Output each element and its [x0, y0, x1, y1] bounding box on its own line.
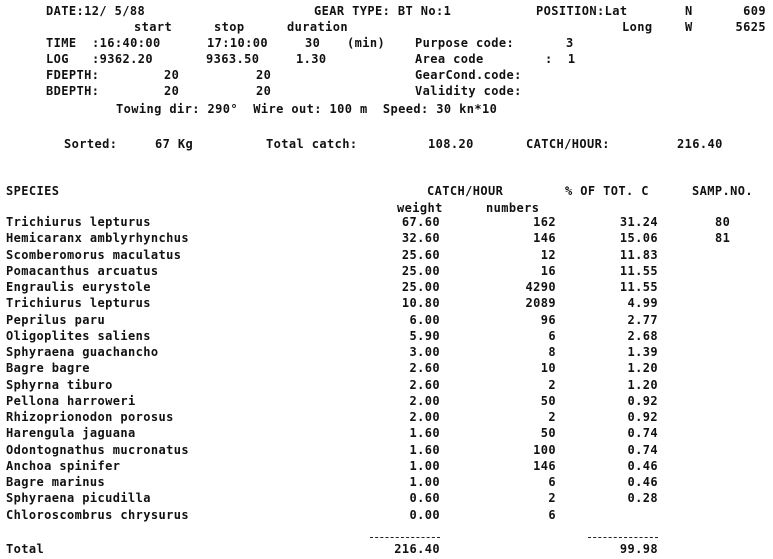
species-name: Sphyraena guachancho	[6, 345, 159, 359]
species-name: Sphyrna tiburo	[6, 378, 113, 392]
catch-weight: 2.60	[409, 378, 440, 392]
time-duration: 30	[305, 36, 321, 50]
catch-numbers: 96	[540, 313, 556, 327]
species-name: Peprilus paru	[6, 313, 106, 327]
position-label: POSITION:Lat	[536, 4, 628, 18]
catch-numbers: 146	[533, 231, 556, 245]
towing-info: Towing dir: 290° Wire out: 100 m Speed: 30 kn*10	[116, 102, 498, 116]
catch-numbers: 50	[540, 394, 556, 408]
pct-of-total: 11.55	[619, 264, 658, 278]
catch-hour-value: 216.40	[677, 137, 723, 151]
catch-weight: 25.00	[401, 264, 440, 278]
time-unit: (min)	[347, 36, 386, 50]
catch-weight: 6.00	[409, 313, 440, 327]
catch-weight: 2.60	[409, 361, 440, 375]
sample-number: 81	[715, 231, 731, 245]
catch-numbers: 2089	[525, 296, 556, 310]
pct-of-total: 11.55	[619, 280, 658, 294]
catch-weight: 0.00	[409, 508, 440, 522]
species-name: Odontognathus mucronatus	[6, 443, 189, 457]
bdepth-stop: 20	[256, 84, 272, 98]
catch-weight: 25.60	[401, 248, 440, 262]
pct-total-rule	[588, 537, 658, 538]
total-catch-label: Total catch:	[266, 137, 358, 151]
pct-of-total: 0.74	[627, 443, 658, 457]
catch-weight: 1.60	[409, 426, 440, 440]
fdepth-start: 20	[164, 68, 180, 82]
total-weight: 216.40	[394, 542, 440, 556]
catch-numbers: 4290	[525, 280, 556, 294]
catch-numbers: 6	[548, 475, 556, 489]
species-name: Pomacanthus arcuatus	[6, 264, 159, 278]
longitude-value: 5625	[735, 20, 766, 34]
species-name: Engraulis eurystole	[6, 280, 151, 294]
species-name: Pellona harroweri	[6, 394, 136, 408]
catch-weight: 5.90	[409, 329, 440, 343]
catch-numbers: 100	[533, 443, 556, 457]
species-name: Scomberomorus maculatus	[6, 248, 182, 262]
sample-number: 80	[715, 215, 731, 229]
catch-numbers: 2	[548, 410, 556, 424]
time-label: TIME	[46, 36, 77, 50]
latitude-value: 609	[743, 4, 766, 18]
pct-of-total: 4.99	[627, 296, 658, 310]
pct-of-total: 0.92	[627, 410, 658, 424]
species-name: Anchoa spinifer	[6, 459, 121, 473]
log-label: LOG	[46, 52, 69, 66]
area-code-value: : 1	[545, 52, 576, 66]
catch-numbers: 16	[540, 264, 556, 278]
longitude-direction: W	[685, 20, 693, 34]
sample-number-header: SAMP.NO.	[692, 184, 753, 198]
area-code-label: Area code	[415, 52, 484, 66]
catch-numbers: 10	[540, 361, 556, 375]
log-start: :9362.20	[92, 52, 153, 66]
catch-numbers: 8	[548, 345, 556, 359]
catch-numbers: 6	[548, 508, 556, 522]
catch-numbers: 146	[533, 459, 556, 473]
time-stop: 17:10:00	[207, 36, 268, 50]
species-name: Trichiurus lepturus	[6, 296, 151, 310]
catch-hour-label: CATCH/HOUR:	[526, 137, 610, 151]
pct-of-total: 1.20	[627, 361, 658, 375]
validity-code-label: Validity code:	[415, 84, 522, 98]
gear-type: GEAR TYPE: BT No:1	[314, 4, 452, 18]
purpose-code-label: Purpose code:	[415, 36, 515, 50]
gearcond-code-label: GearCond.code:	[415, 68, 522, 82]
time-start: :16:40:00	[92, 36, 161, 50]
longitude-label: Long	[622, 20, 653, 34]
species-name: Trichiurus lepturus	[6, 215, 151, 229]
pct-of-total: 2.77	[627, 313, 658, 327]
catch-weight: 67.60	[401, 215, 440, 229]
log-stop: 9363.50	[206, 52, 260, 66]
sorted-value: 67 Kg	[155, 137, 194, 151]
weight-total-rule	[370, 537, 440, 538]
pct-of-total: 0.92	[627, 394, 658, 408]
fdepth-label: FDEPTH:	[46, 68, 100, 82]
log-duration: 1.30	[296, 52, 327, 66]
catch-weight: 25.00	[401, 280, 440, 294]
catch-weight: 1.00	[409, 475, 440, 489]
bdepth-label: BDEPTH:	[46, 84, 100, 98]
catch-weight: 32.60	[401, 231, 440, 245]
col-stop-label: stop	[214, 20, 245, 34]
catch-numbers: 2	[548, 491, 556, 505]
species-name: Bagre bagre	[6, 361, 90, 375]
purpose-code-value: 3	[566, 36, 574, 50]
pct-total-header: % OF TOT. C	[565, 184, 649, 198]
catch-numbers: 50	[540, 426, 556, 440]
weight-subheader: weight	[397, 201, 443, 215]
species-name: Sphyraena picudilla	[6, 491, 151, 505]
col-start-label: start	[134, 20, 173, 34]
pct-of-total: 0.28	[627, 491, 658, 505]
fdepth-stop: 20	[256, 68, 272, 82]
catch-numbers: 2	[548, 378, 556, 392]
latitude-direction: N	[685, 4, 693, 18]
total-pct: 99.98	[619, 542, 658, 556]
catch-weight: 2.00	[409, 410, 440, 424]
species-name: Rhizoprionodon porosus	[6, 410, 174, 424]
trawl-date: DATE:12/ 5/88	[46, 4, 146, 18]
species-name: Chloroscombrus chrysurus	[6, 508, 189, 522]
species-name: Harengula jaguana	[6, 426, 136, 440]
pct-of-total: 15.06	[619, 231, 658, 245]
bdepth-start: 20	[164, 84, 180, 98]
pct-of-total: 11.83	[619, 248, 658, 262]
col-duration-label: duration	[287, 20, 348, 34]
catch-weight: 10.80	[401, 296, 440, 310]
catch-hour-header: CATCH/HOUR	[427, 184, 504, 198]
pct-of-total: 0.74	[627, 426, 658, 440]
species-name: Bagre marinus	[6, 475, 106, 489]
catch-numbers: 162	[533, 215, 556, 229]
catch-weight: 1.00	[409, 459, 440, 473]
catch-weight: 0.60	[409, 491, 440, 505]
catch-weight: 2.00	[409, 394, 440, 408]
total-catch-value: 108.20	[428, 137, 474, 151]
pct-of-total: 0.46	[627, 459, 658, 473]
catch-numbers: 6	[548, 329, 556, 343]
catch-weight: 3.00	[409, 345, 440, 359]
sorted-label: Sorted:	[64, 137, 118, 151]
species-name: Oligoplites saliens	[6, 329, 151, 343]
pct-of-total: 2.68	[627, 329, 658, 343]
pct-of-total: 31.24	[619, 215, 658, 229]
catch-weight: 1.60	[409, 443, 440, 457]
pct-of-total: 0.46	[627, 475, 658, 489]
catch-numbers: 12	[540, 248, 556, 262]
pct-of-total: 1.20	[627, 378, 658, 392]
species-name: Hemicaranx amblyrhynchus	[6, 231, 189, 245]
pct-of-total: 1.39	[627, 345, 658, 359]
total-label: Total	[6, 542, 45, 556]
species-header: SPECIES	[6, 184, 60, 198]
numbers-subheader: numbers	[486, 201, 540, 215]
